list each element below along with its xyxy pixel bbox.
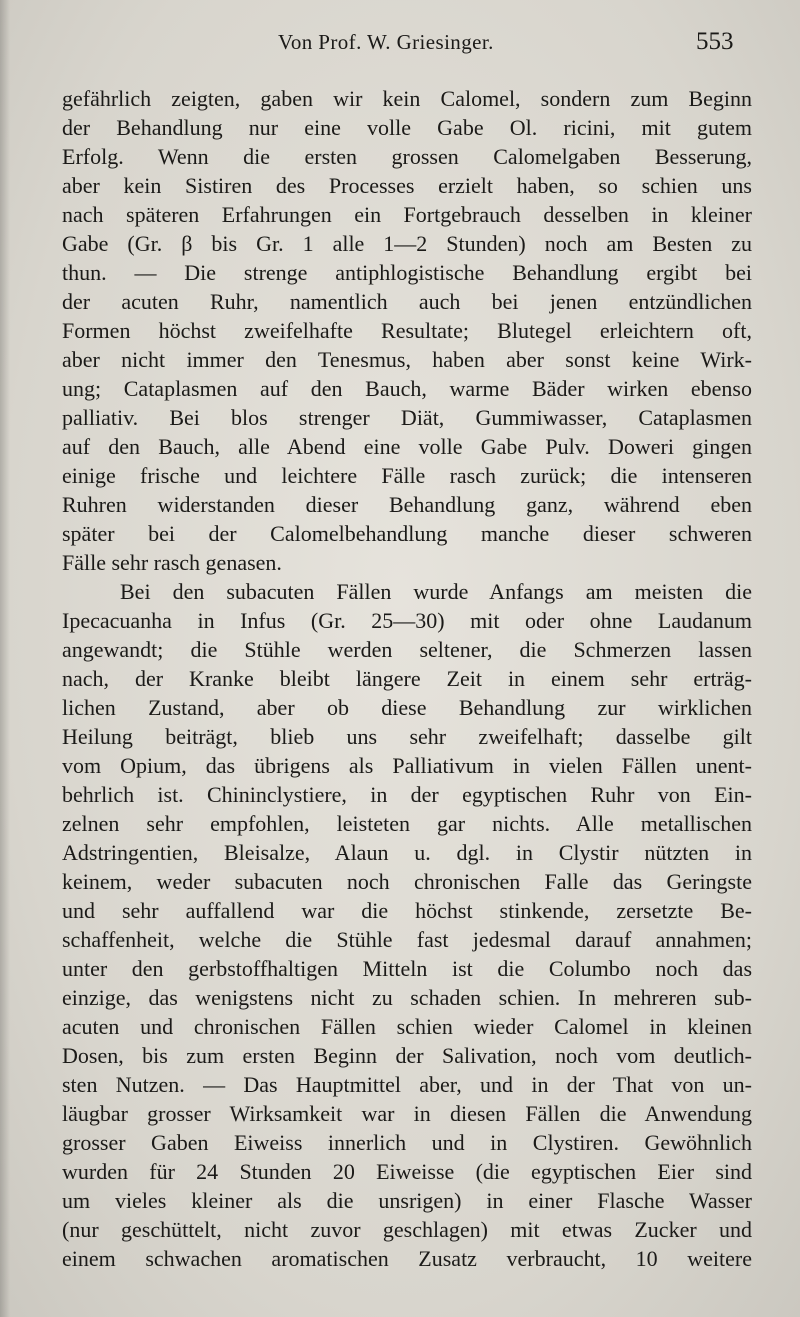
text-line: gefährlich zeigten, gaben wir kein Calomel, sondern zum Beginn xyxy=(62,86,752,111)
text-line: auf den Bauch, alle Abend eine volle Gabe Pulv. Doweri gingen xyxy=(62,434,752,459)
text-line: Formen höchst zweifelhafte Resultate; Blutegel erleichtern oft, xyxy=(62,318,752,343)
text-line: Dosen, bis zum ersten Beginn der Salivation, noch vom deutlich- xyxy=(62,1043,752,1068)
page-edge-shadow xyxy=(0,0,10,1317)
text-line: acuten und chronischen Fällen schien wieder Calomel in kleinen xyxy=(62,1014,752,1039)
page-header xyxy=(0,28,800,60)
text-line: der Behandlung nur eine volle Gabe Ol. ricini, mit gutem xyxy=(62,115,752,140)
text-line: (nur geschüttelt, nicht zuvor geschlagen) mit etwas Zucker und xyxy=(62,1217,752,1242)
text-line: angewandt; die Stühle werden seltener, die Schmerzen lassen xyxy=(62,637,752,662)
text-line: keinem, weder subacuten noch chronischen Falle das Geringste xyxy=(62,869,752,894)
text-line: thun. — Die strenge antiphlogistische Behandlung ergibt bei xyxy=(62,260,752,285)
text-line: aber kein Sistiren des Processes erzielt haben, so schien uns xyxy=(62,173,752,198)
text-line: läugbar grosser Wirksamkeit war in diesen Fällen die Anwendung xyxy=(62,1101,752,1126)
text-line: Ipecacuanha in Infus (Gr. 25—30) mit oder ohne Laudanum xyxy=(62,608,752,633)
text-line: später bei der Calomelbehandlung manche dieser schweren xyxy=(62,521,752,546)
text-line: wurden für 24 Stunden 20 Eiweisse (die egyptischen Eier sind xyxy=(62,1159,752,1184)
text-line: Adstringentien, Bleisalze, Alaun u. dgl. in Clystir nützten in xyxy=(62,840,752,865)
text-line: um vieles kleiner als die unsrigen) in einer Flasche Wasser xyxy=(62,1188,752,1213)
text-line: zelnen sehr empfohlen, leisteten gar nichts. Alle metallischen xyxy=(62,811,752,836)
text-line: aber nicht immer den Tenesmus, haben aber sonst keine Wirk- xyxy=(62,347,752,372)
running-head: Von Prof. W. Griesinger. xyxy=(278,30,494,54)
text-line: sten Nutzen. — Das Hauptmittel aber, und in der That von un- xyxy=(62,1072,752,1097)
text-line: schaffenheit, welche die Stühle fast jedesmal darauf annahmen; xyxy=(62,927,752,952)
text-line: Bei den subacuten Fällen wurde Anfangs am meisten die xyxy=(120,579,752,604)
text-line: Heilung beiträgt, blieb uns sehr zweifelhaft; dasselbe gilt xyxy=(62,724,752,749)
text-line: vom Opium, das übrigens als Palliativum in vielen Fällen unent- xyxy=(62,753,752,778)
page-number: 553 xyxy=(696,28,734,55)
text-line: nach späteren Erfahrungen ein Fortgebrauch desselben in kleiner xyxy=(62,202,752,227)
text-line: der acuten Ruhr, namentlich auch bei jenen entzündlichen xyxy=(62,289,752,314)
text-line: Erfolg. Wenn die ersten grossen Calomelgaben Besserung, xyxy=(62,144,752,169)
text-line: grosser Gaben Eiweiss innerlich und in Clystiren. Gewöhnlich xyxy=(62,1130,752,1155)
text-line: ung; Cataplasmen auf den Bauch, warme Bäder wirken ebenso xyxy=(62,376,752,401)
text-line: palliativ. Bei blos strenger Diät, Gummiwasser, Cataplasmen xyxy=(62,405,752,430)
text-line: nach, der Kranke bleibt längere Zeit in einem sehr erträg- xyxy=(62,666,752,691)
text-line: Fälle sehr rasch genasen. xyxy=(62,550,282,575)
text-line: und sehr auffallend war die höchst stinkende, zersetzte Be- xyxy=(62,898,752,923)
text-line: behrlich ist. Chininclystiere, in der egyptischen Ruhr von Ein- xyxy=(62,782,752,807)
text-line: einem schwachen aromatischen Zusatz verbraucht, 10 weitere xyxy=(62,1246,752,1271)
body-text xyxy=(62,84,752,1273)
text-line: lichen Zustand, aber ob diese Behandlung zur wirklichen xyxy=(62,695,752,720)
text-line: unter den gerbstoffhaltigen Mitteln ist die Columbo noch das xyxy=(62,956,752,981)
text-line: Ruhren widerstanden dieser Behandlung ganz, während eben xyxy=(62,492,752,517)
text-line: Gabe (Gr. β bis Gr. 1 alle 1—2 Stunden) noch am Besten zu xyxy=(62,231,752,256)
text-line: einige frische und leichtere Fälle rasch zurück; die intenseren xyxy=(62,463,752,488)
text-line: einzige, das wenigstens nicht zu schaden schien. In mehreren sub- xyxy=(62,985,752,1010)
